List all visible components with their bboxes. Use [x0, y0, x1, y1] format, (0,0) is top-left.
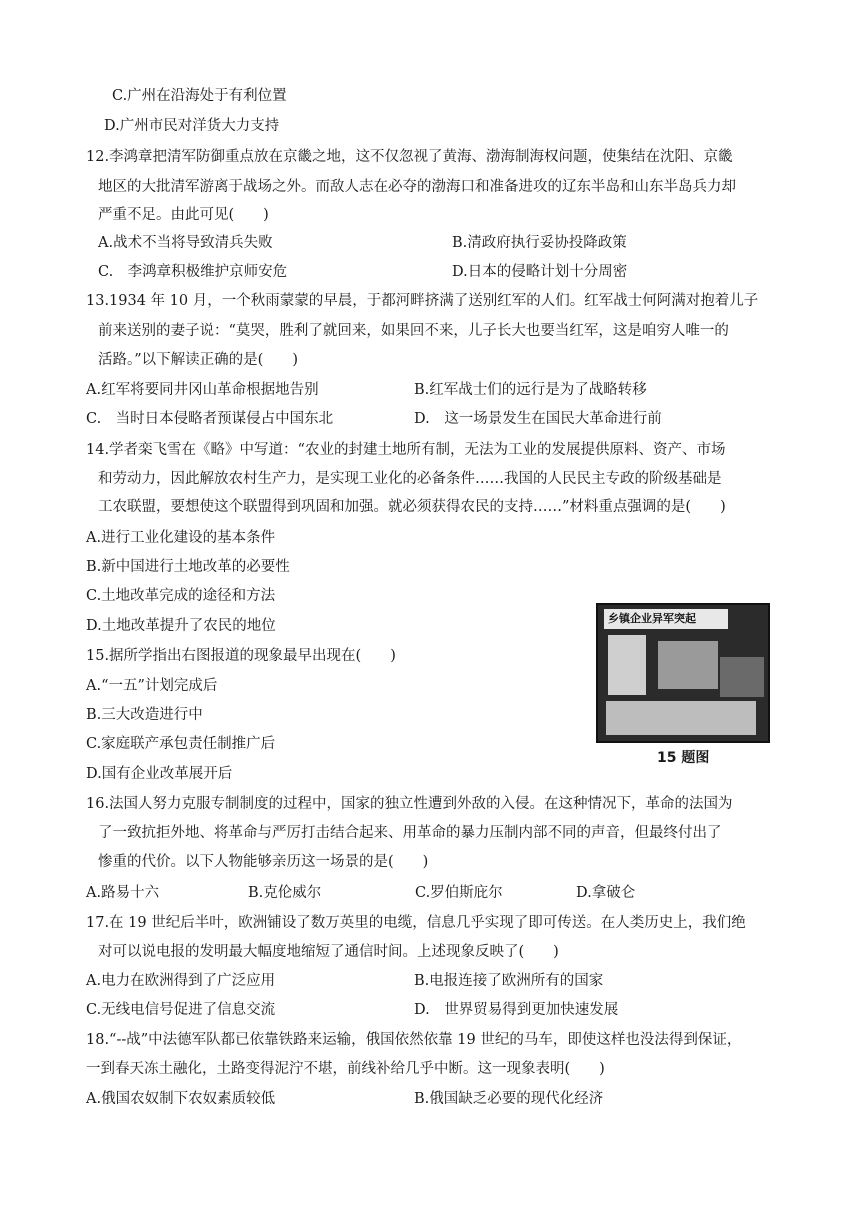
figure-banner-text: 乡镇企业异军突起	[604, 609, 728, 629]
q15-option-a: A.“一五”计划完成后	[86, 678, 218, 694]
q15-option-c: C.家庭联产承包责任制推广后	[86, 736, 276, 752]
q12-stem-line-2: 地区的大批清军游离于战场之外。而敌人志在必夺的渤海口和准备进攻的辽东半岛和山东半岛兵力却	[98, 179, 736, 195]
q15-figure-caption: 15 题图	[657, 750, 710, 766]
q11-option-c: C.广州在沿海处于有利位置	[112, 88, 287, 104]
q13-stem-line-2: 前来送别的妻子说：“莫哭，胜利了就回来，如果回不来，儿子长大也要当红军，这是咱穷人唯一的	[98, 323, 729, 339]
q14-option-c: C.土地改革完成的途径和方法	[86, 588, 276, 604]
q17-option-a: A.电力在欧洲得到了广泛应用	[86, 973, 276, 989]
q13-option-b: B.红军战士们的远行是为了战略转移	[414, 382, 647, 398]
figure-photo-left	[608, 635, 646, 695]
q12-option-d: D.日本的侵略计划十分周密	[452, 264, 628, 280]
q18-stem-line-2: 一到春天冻土融化，土路变得泥泞不堪，前线补给几乎中断。这一现象表明( )	[86, 1061, 605, 1077]
q17-option-d: D. 世界贸易得到更加快速发展	[414, 1002, 619, 1018]
q14-stem-line-3: 工农联盟，要想使这个联盟得到巩固和加强。就必须获得农民的支持……”材料重点强调的是( )	[98, 499, 726, 515]
q16-option-c: C.罗伯斯庇尔	[415, 885, 503, 901]
q13-stem-line-1: 13.1934 年 10 月，一个秋雨蒙蒙的早晨，于都河畔挤满了送别红军的人们。红军战士何阿满对抱着儿子	[86, 293, 759, 309]
figure-photo-bottom	[606, 701, 756, 735]
q16-option-a: A.路易十六	[86, 885, 160, 901]
q16-option-d: D.拿破仑	[576, 885, 636, 901]
q12-option-b: B.清政府执行妥协投降政策	[452, 235, 627, 251]
q14-option-a: A.进行工业化建设的基本条件	[86, 530, 276, 546]
q13-option-d: D. 这一场景发生在国民大革命进行前	[414, 411, 662, 427]
q14-stem-line-1: 14.学者栾飞雪在《略》中写道：“农业的封建土地所有制，无法为工业的发展提供原料、资产、市场	[86, 442, 726, 458]
q13-option-a: A.红军将要同井冈山革命根据地告别	[86, 382, 319, 398]
q17-option-c: C.无线电信号促进了信息交流	[86, 1002, 276, 1018]
q15-stem: 15.据所学指出右图报道的现象最早出现在( )	[86, 648, 396, 664]
q13-option-c: C. 当时日本侵略者预谋侵占中国东北	[86, 411, 334, 427]
q17-option-b: B.电报连接了欧洲所有的国家	[414, 973, 604, 989]
q15-option-d: D.国有企业改革展开后	[86, 766, 233, 782]
q17-stem-line-1: 17.在 19 世纪后半叶，欧洲铺设了数万英里的电缆，信息几乎实现了即可传送。在人类历史上，我们绝	[86, 915, 746, 931]
q18-option-a: A.俄国农奴制下农奴素质较低	[86, 1091, 276, 1107]
q12-stem-line-3: 严重不足。由此可见( )	[98, 207, 269, 223]
figure-photo-right	[720, 657, 764, 697]
q12-option-a: A.战术不当将导致清兵失败	[98, 235, 273, 251]
q12-option-c: C. 李鸿章积极维护京师安危	[98, 264, 288, 280]
q18-stem-line-1: 18.“--战”中法德军队都已依靠铁路来运输，俄国依然依靠 19 世纪的马车，即使这样也没法得到保证，	[86, 1032, 742, 1048]
q14-stem-line-2: 和劳动力，因此解放农村生产力，是实现工业化的必备条件……我国的人民民主专政的阶级基础是	[98, 471, 722, 487]
q15-figure-newspaper-image	[596, 603, 770, 743]
q16-stem-line-1: 16.法国人努力克服专制制度的过程中，国家的独立性遭到外敌的入侵。在这种情况下，革命的法国为	[86, 796, 733, 812]
q14-option-b: B.新中国进行土地改革的必要性	[86, 559, 290, 575]
q14-option-d: D.土地改革提升了农民的地位	[86, 618, 276, 634]
q16-stem-line-3: 惨重的代价。以下人物能够亲历这一场景的是( )	[98, 854, 429, 870]
q11-option-d: D.广州市民对洋货大力支持	[104, 118, 280, 134]
q17-stem-line-2: 对可以说电报的发明最大幅度地缩短了通信时间。上述现象反映了( )	[98, 944, 559, 960]
q12-stem-line-1: 12.李鸿章把清军防御重点放在京畿之地，这不仅忽视了黄海、渤海制海权问题，使集结在沈阳、京畿	[86, 149, 733, 165]
figure-photo-center	[658, 641, 718, 689]
q16-stem-line-2: 了一致抗拒外地、将革命与严厉打击结合起来、用革命的暴力压制内部不同的声音，但最终付出了	[98, 825, 722, 841]
q13-stem-line-3: 活路。”以下解读正确的是( )	[98, 352, 298, 368]
q15-option-b: B.三大改造进行中	[86, 707, 203, 723]
q18-option-b: B.俄国缺乏必要的现代化经济	[414, 1091, 604, 1107]
q16-option-b: B.克伦威尔	[248, 885, 322, 901]
